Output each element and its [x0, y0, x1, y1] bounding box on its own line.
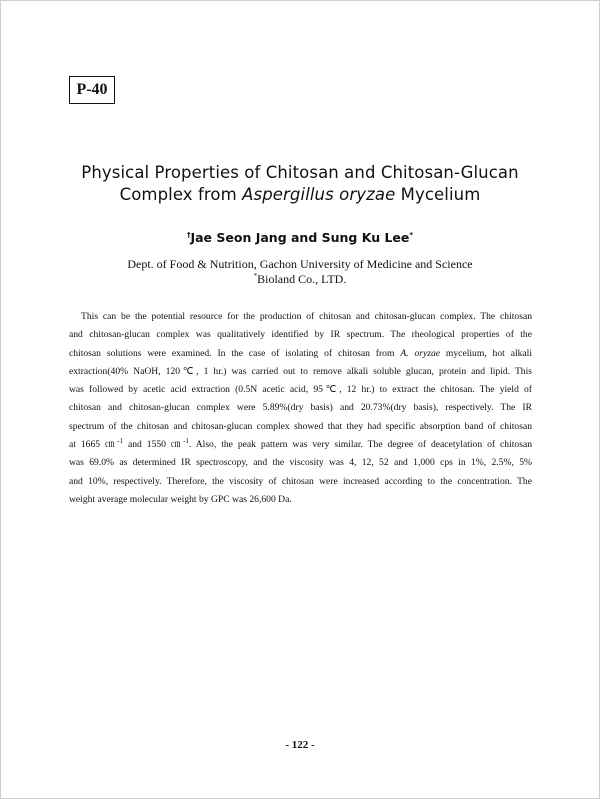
- abstract-line: This can be the potential resource for the production of chitosan and chitosan-glucan complex. The chitosan: [81, 311, 532, 322]
- abstract-line: was 69.0% as determined IR spectroscopy, and the viscosity was 4, 12, 52 and 1,000 cps in 1%, 2.5%, 5%: [69, 457, 532, 469]
- abstract-line: [69, 436, 532, 454]
- affiliation-company: Bioland Co., LTD.: [257, 272, 347, 286]
- page-number: - 122 -: [285, 739, 315, 751]
- affiliation-mark: *: [253, 272, 258, 280]
- species-italic: A. oryzae: [400, 347, 441, 359]
- abstract-line: [69, 345, 532, 363]
- author-list: [40, 230, 560, 245]
- abstract-line: was followed by acetic acid extraction (0.5N acetic acid, 95℃, 12 hr.) to extract the chitosan. The yield of: [69, 384, 532, 396]
- corresponding-dagger: †: [186, 230, 191, 239]
- abstract-line: and 10%, respectively. Therefore, the viscosity of chitosan were increased according to the concentration. The: [69, 475, 532, 487]
- title-prefix: Complex from: [119, 185, 243, 204]
- affiliation-line-2: [40, 271, 560, 287]
- abstract-line: chitosan and chitosan-glucan complex were 5.89%(dry basis) and 20.73%(dry basis), respectively. The IR: [69, 402, 532, 414]
- abstract-line: and chitosan-glucan complex was qualitatively identified by IR spectrum. The rheological properties of the: [69, 329, 532, 341]
- abstract-text: at 1665 ㎝: [69, 439, 118, 451]
- abstract-body: [69, 308, 532, 509]
- abstract-text: chitosan solutions were examined. In the case of isolating of chitosan from: [69, 347, 401, 359]
- affiliation-star: *: [409, 230, 414, 239]
- author-names: Jae Seon Jang and Sung Ku Lee: [190, 230, 410, 245]
- poster-number-badge: P-40: [69, 76, 115, 104]
- abstract-line: extraction(40% NaOH, 120℃, 1 hr.) was carried out to remove alkali soluble glucan, protein and lipid. This: [69, 365, 532, 377]
- abstract-text: mycelium, hot alkali: [440, 347, 533, 359]
- abstract-text: and 1550 ㎝: [123, 439, 184, 451]
- abstract-text: . Also, the peak pattern was very similar. The degree of deacetylation of chitosan: [188, 439, 532, 451]
- abstract-line: spectrum of the chitosan and chitosan-glucan complex showed that they had specific absorption band of chitosan: [69, 420, 532, 432]
- paper-title-line-1: Physical Properties of Chitosan and Chitosan-Glucan: [81, 163, 519, 182]
- superscript: -1: [183, 436, 189, 445]
- title-suffix: Mycelium: [395, 185, 481, 204]
- affiliation-line-1: Dept. of Food & Nutrition, Gachon University of Medicine and Science: [127, 257, 473, 271]
- abstract-line: weight average molecular weight by GPC was 26,600 Da.: [69, 493, 292, 505]
- title-species-italic: Aspergillus oryzae: [242, 185, 396, 204]
- superscript: -1: [117, 436, 124, 445]
- paper-title-line-2: [40, 184, 560, 206]
